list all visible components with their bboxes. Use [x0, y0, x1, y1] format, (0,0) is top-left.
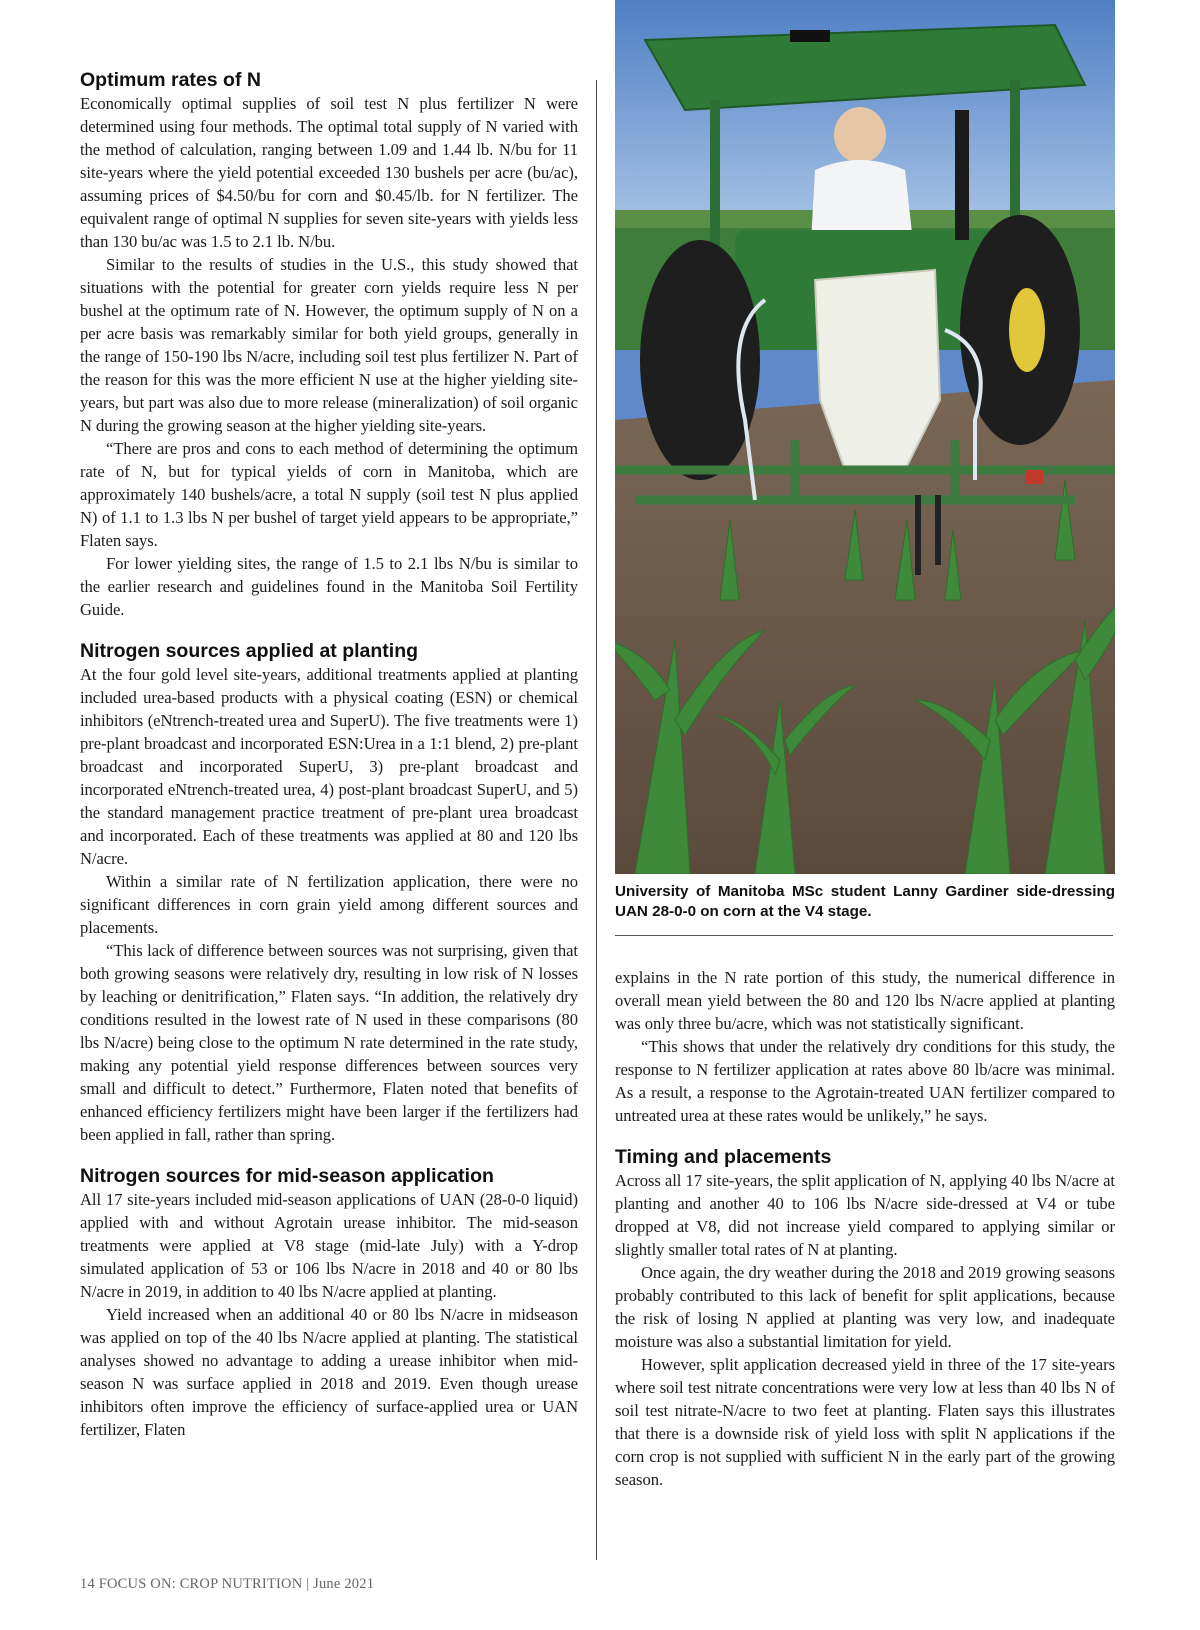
tractor-in-cornfield-image: [615, 0, 1115, 874]
paragraph: Yield increased when an additional 40 or 80 lbs N/acre in midseason was applied on top of the 40 lbs N/acre applied at planting. The statistical analyses showed no advantage to adding a urease inhibitor when mid-season N was surface applied in 2018 and 2019. Even though urease inhibitors often improve the efficiency of surface-applied urea or UAN fertilizer, Flaten: [80, 1305, 578, 1439]
paragraph: Across all 17 site-years, the split application of N, applying 40 lbs N/acre at planting and another 40 to 106 lbs N/acre side-dressed at V4 or tube dropped at V8, did not increase yield compared to applying similar or slightly smaller total rates of N at planting.: [615, 1171, 1115, 1259]
photo-caption: University of Manitoba MSc student Lanny Gardiner side-dressing UAN 28-0-0 on corn at the V4 stage.: [615, 883, 1115, 920]
heading-optimum-rates: Optimum rates of N: [80, 69, 261, 91]
paragraph: At the four gold level site-years, additional treatments applied at planting included urea-based products with a physical coating (ESN) or chemical inhibitors (eNtrench-treated urea and SuperU). The five treatments were 1) pre-plant broadcast and incorporated ESN:Urea in a 1:1 blend, 2) pre-plant broadcast and incorporated SuperU, 3) pre-plant broadcast and incorporated eNtrench-treated urea, 4) post-plant broadcast SuperU, and 5) the standard management practice treatment of pre-plant urea broadcast and incorporated. Each of these treatments was applied at 80 and 120 lbs N/acre.: [80, 665, 578, 868]
paragraph: “This shows that under the relatively dry conditions for this study, the response to N fertilizer application at rates above 80 lb/acre was minimal. As a result, a response to the Agrotain-treated UAN fertilizer compared to untreated urea at these rates would be unlikely,” he says.: [615, 1037, 1115, 1125]
paragraph: Within a similar rate of N fertilization application, there were no significant differences in corn grain yield among different sources and placements.: [80, 872, 578, 937]
column-divider: [596, 80, 597, 1560]
paragraph: Once again, the dry weather during the 2018 and 2019 growing seasons probably contributed to this lack of benefit for split applications, because the risk of losing N applied at planting was very low, and inadequate moisture was also a substantial limitation for yield.: [615, 1263, 1115, 1351]
paragraph: Similar to the results of studies in the U.S., this study showed that situations with the potential for greater corn yields require less N per bushel at the optimum rate of N. However, the optimum supply of N on a per acre basis was remarkably similar for both yield groups, generally in the range of 150-190 lbs N/acre, including soil test plus fertilizer N. Part of the reason for this was the more efficient N use at the higher yielding site-years, but part was also due to more release (mineralization) of soil organic N during the growing season at the higher yielding site-years.: [80, 255, 578, 435]
paragraph: “This lack of difference between sources was not surprising, given that both growing seasons were relatively dry, resulting in low risk of N losses by leaching or denitrification,” Flaten says. “In addition, the relatively dry conditions resulted in the lowest rate of N used in these comparisons (80 lbs N/acre) being close to the optimum N rate determined in the rate study, making any potential yield response differences between sources very small and difficult to detect.” Furthermore, Flaten noted that benefits of enhanced efficiency fertilizers might have been larger if the fertilizers had been applied in fall, rather than spring.: [80, 941, 578, 1144]
right-column: [615, 966, 1115, 1491]
heading-sources-at-planting: Nitrogen sources applied at planting: [80, 640, 419, 662]
heading-sources-mid-season: Nitrogen sources for mid-season application: [80, 1165, 494, 1187]
tractor-photo: [615, 0, 1115, 874]
heading-timing-placements: Timing and placements: [615, 1146, 832, 1168]
caption-divider: [615, 935, 1113, 936]
paragraph: For lower yielding sites, the range of 1.5 to 2.1 lbs N/bu is similar to the earlier research and guidelines found in the Manitoba Soil Fertility Guide.: [80, 554, 578, 619]
paragraph: All 17 site-years included mid-season applications of UAN (28-0-0 liquid) applied with and without Agrotain urease inhibitor. The mid-season treatments were applied at V8 stage (mid-late July) with a Y-drop simulated application of 53 or 106 lbs N/acre in 2018 and 40 or 80 lbs N/acre in 2019, in addition to 40 lbs N/acre applied at planting.: [80, 1190, 578, 1301]
paragraph: explains in the N rate portion of this study, the numerical difference in overall mean yield between the 80 and 120 lbs N/acre applied at planting was only three bu/acre, which was not statistically significant.: [615, 968, 1115, 1033]
page-footer: 14 FOCUS ON: CROP NUTRITION | June 2021: [80, 1576, 375, 1592]
paragraph: “There are pros and cons to each method of determining the optimum rate of N, but for typical yields of corn in Manitoba, which are approximately 140 bushels/acre, a total N supply (soil test N plus applied N) of 1.1 to 1.3 lbs N per bushel of target yield appears to be appropriate,” Flaten says.: [80, 439, 578, 550]
left-column: [80, 68, 578, 1441]
paragraph: However, split application decreased yield in three of the 17 site-years where soil test nitrate concentrations were very low at less than 40 lbs N of soil test nitrate-N/acre to two feet at planting. Flaten says this illustrates that there is a downside risk of yield loss with split N applications if the corn crop is not supplied with sufficient N in the early part of the growing season.: [615, 1355, 1115, 1489]
paragraph: Economically optimal supplies of soil test N plus fertilizer N were determined using four methods. The optimal total supply of N varied with the method of calculation, ranging between 1.09 and 1.44 lb. N/bu for 11 site-years where the yield potential exceeded 130 bushels per acre (bu/ac), assuming prices of $4.50/bu for corn and $0.45/lb. for N fertilizer. The equivalent range of optimal N supplies for seven site-years with yields less than 130 bu/ac was 1.5 to 2.1 lb. N/bu.: [80, 94, 578, 251]
